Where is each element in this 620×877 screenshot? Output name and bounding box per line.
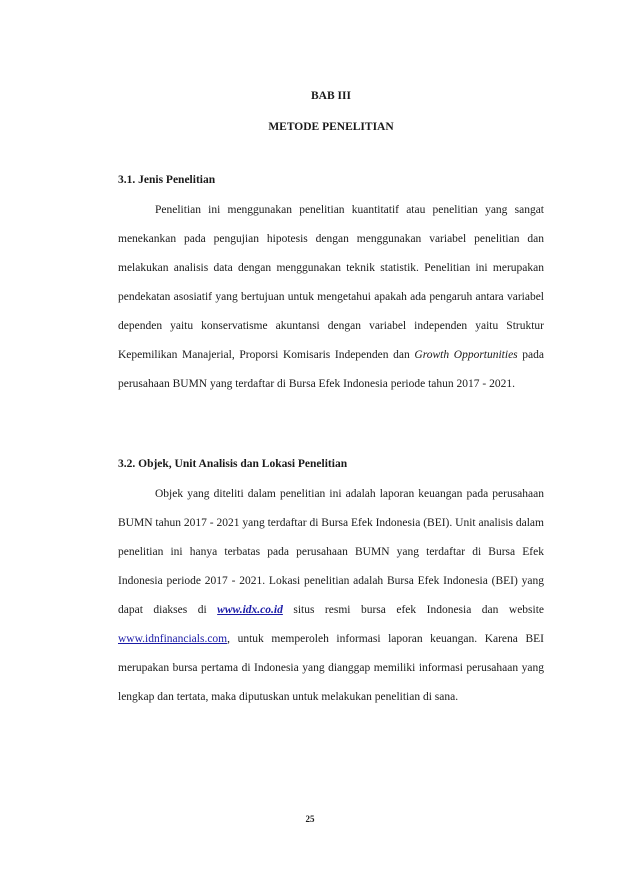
paragraph-text: Objek yang diteliti dalam penelitian ini adalah laporan keuangan pada perusahaan BUMN tahun 2017 - 2021 yang terdaftar di Bursa Efek Indonesia (BEI). Unit analisis dalam penelitian ini hanya terbatas pada perusahaan BUMN yang terdaftar di Bursa Efek Indonesia periode 2017 - 2021. Lokasi penelitian adalah Bursa Efek Indonesia (BEI) yang dapat diakses di xyxy=(118,488,544,616)
section-heading-objek-penelitian: 3.2. Objek, Unit Analisis dan Lokasi Penelitian xyxy=(118,458,348,470)
section-paragraph-objek-penelitian xyxy=(118,480,544,712)
paragraph-text: pada perusahaan BUMN yang terdaftar di Bursa Efek Indonesia periode tahun 2017 - 2021. xyxy=(118,349,545,390)
italic-term: Growth Opportunities xyxy=(414,349,518,361)
paragraph-text: situs resmi bursa efek Indonesia dan website xyxy=(282,604,545,616)
section-paragraph-jenis-penelitian xyxy=(118,196,544,399)
section-heading-jenis-penelitian: 3.1. Jenis Penelitian xyxy=(118,174,216,186)
idnfinancials-link[interactable]: www.idnfinancials.com xyxy=(118,633,228,645)
idx-link[interactable]: www.idx.co.id xyxy=(217,604,283,616)
page-number: 25 xyxy=(305,814,315,824)
chapter-number: BAB III xyxy=(311,90,351,102)
paragraph-text: Penelitian ini menggunakan penelitian kuantitatif atau penelitian yang sangat menekankan pada pengujian hipotesis dengan menggunakan variabel penelitian dan melakukan analisis data dengan menggunakan teknik statistik. Penelitian ini merupakan pendekatan asosiatif yang bertujuan untuk mengetahui apakah ada pengaruh antara variabel dependen yaitu konservatisme akuntansi dengan variabel independen yaitu Struktur Kepemilikan Manajerial, Proporsi Komisaris Independen dan xyxy=(118,204,544,361)
paragraph-text: , untuk memperoleh informasi laporan keuangan. Karena BEI merupakan bursa pertama di Indonesia yang dianggap memiliki informasi perusahaan yang lengkap dan tertata, maka diputuskan untuk melakukan penelitian di sana. xyxy=(118,633,544,703)
chapter-title: METODE PENELITIAN xyxy=(268,121,394,133)
